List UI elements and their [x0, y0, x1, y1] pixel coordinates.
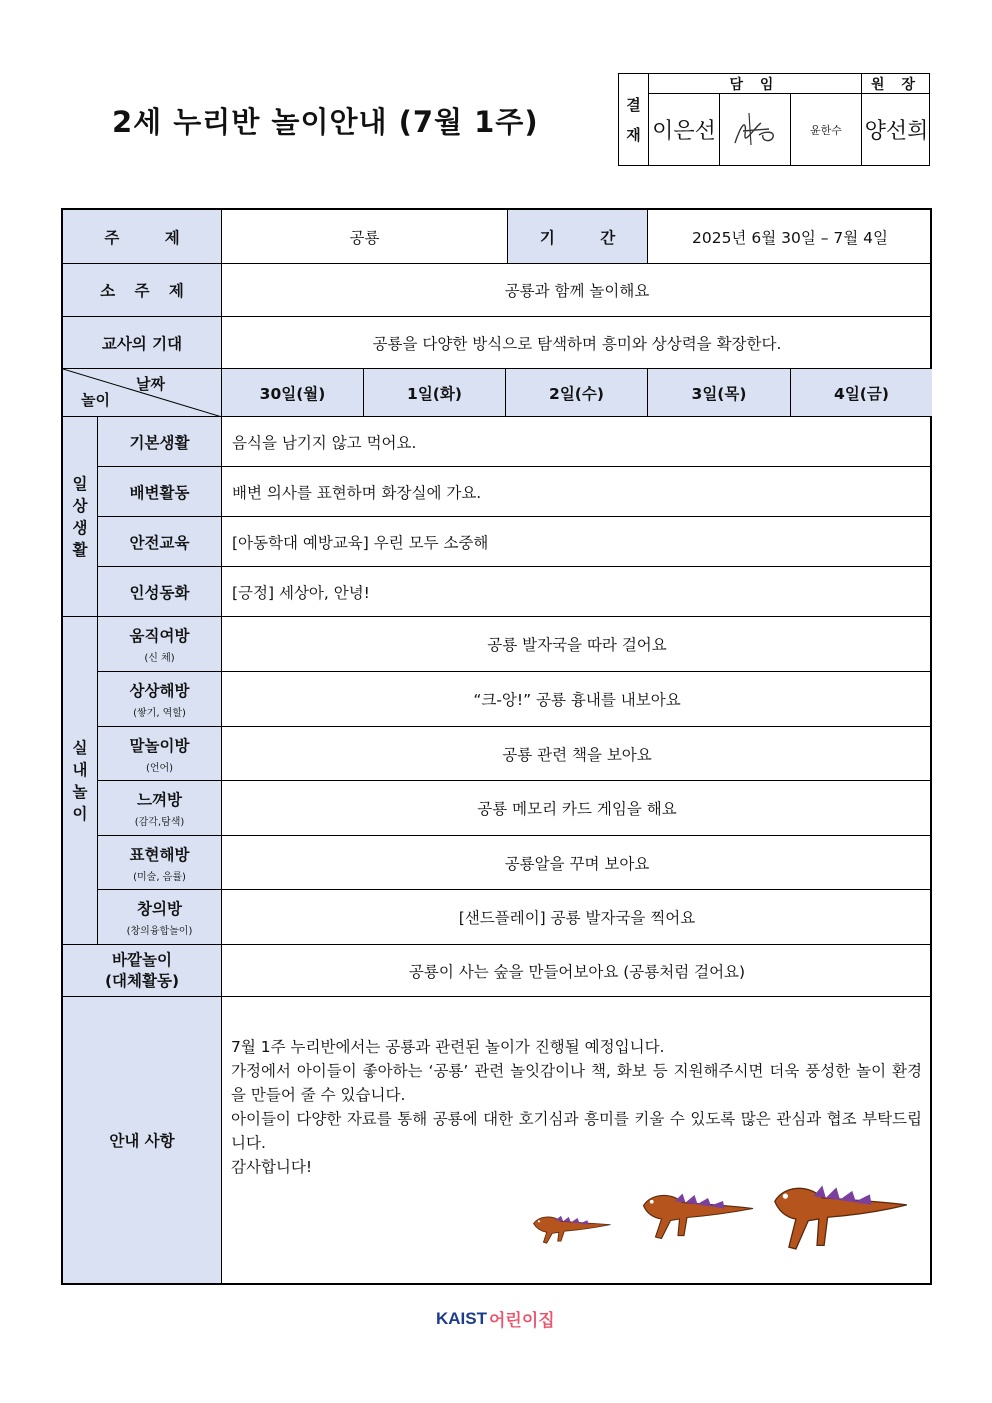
- dinosaur-small-icon: [534, 1216, 611, 1244]
- approval-box: [618, 73, 930, 166]
- notice-line: 7월 1주 누리반에서는 공룡과 관련된 놀이가 진행될 예정입니다.: [231, 1038, 665, 1056]
- notice-line: 감사합니다!: [231, 1158, 313, 1176]
- subtopic-value: 공룡과 함께 놀이해요: [222, 264, 932, 317]
- indoor-row-label: 상상해방 (쌓기, 역할): [98, 672, 222, 727]
- day-header: 3일(목): [648, 369, 791, 417]
- dinosaur-illustrations: [528, 1175, 908, 1270]
- dinosaur-medium-icon: [644, 1194, 754, 1239]
- indoor-row-label: 느껴방 (감각,탐색): [98, 781, 222, 836]
- signature-scribble-icon: [720, 94, 790, 165]
- indoor-play-group-label: 실 내 놀 이: [63, 617, 98, 945]
- indoor-row-text: 공룡 발자국을 따라 걸어요: [222, 617, 932, 672]
- kaist-daycare-logo: KAIST 어린이집: [436, 1308, 555, 1331]
- dinosaur-large-icon: [775, 1186, 907, 1249]
- daily-life-group-label: 일 상 생 활: [63, 417, 98, 617]
- outdoor-text: 공룡이 사는 숲을 만들어보아요 (공룡처럼 걸어요): [222, 945, 932, 997]
- expectation-value: 공룡을 다양한 방식으로 탐색하며 흥미와 상상력을 확장한다.: [222, 317, 932, 369]
- day-header: 30일(월): [222, 369, 364, 417]
- weekly-plan-table: [61, 208, 932, 1285]
- daily-row-text: [아동학대 예방교육] 우린 모두 소중해: [222, 517, 932, 567]
- day-header: 4일(금): [791, 369, 932, 417]
- indoor-row-text: 공룡알을 꾸며 보아요: [222, 836, 932, 890]
- indoor-row-text: 공룡 메모리 카드 게임을 해요: [222, 781, 932, 836]
- indoor-row-text: 공룡 관련 책을 보아요: [222, 727, 932, 781]
- daily-row-text: 배변 의사를 표현하며 화장실에 가요.: [222, 467, 932, 517]
- notice-line: 가정에서 아이들이 좋아하는 ‘공룡’ 관련 놀잇감이나 책, 화보 등 지원해주시면 더욱 풍성한 놀이 환경을 만들어 줄 수 있습니다.: [231, 1062, 922, 1104]
- notice-line: 아이들이 다양한 자료를 통해 공룡에 대한 호기심과 흥미를 키울 수 있도록 많은 관심과 협조 부탁드립니다.: [231, 1110, 922, 1152]
- day-header: 1일(화): [364, 369, 506, 417]
- expectation-label: 교사의 기대: [63, 317, 222, 369]
- indoor-row-label: 표현해방 (미술, 음률): [98, 836, 222, 890]
- period-label: 기 간: [508, 210, 648, 264]
- period-value: 2025년 6월 30일 – 7월 4일: [648, 210, 932, 264]
- indoor-row-label: 움직여방 (신 체): [98, 617, 222, 672]
- corner-play-label: 놀이: [81, 391, 110, 409]
- page-title: 2세 누리반 놀이안내 (7월 1주): [112, 105, 539, 139]
- notice-label: 안내 사항: [63, 997, 222, 1283]
- indoor-row-text: [샌드플레이] 공룡 발자국을 찍어요: [222, 890, 932, 945]
- subtopic-label: 소 주 제: [63, 264, 222, 317]
- day-header: 2일(수): [506, 369, 648, 417]
- topic-label: 주 제: [63, 210, 222, 264]
- daily-row-label: 배변활동: [98, 467, 222, 517]
- corner-cell: [63, 369, 222, 417]
- topic-value: 공룡: [222, 210, 508, 264]
- daily-row-text: 음식을 남기지 않고 먹어요.: [222, 417, 932, 467]
- outdoor-label: 바깥놀이 (대체활동): [63, 945, 222, 997]
- signature-vice: 윤한수: [810, 123, 842, 137]
- daily-row-label: 인성동화: [98, 567, 222, 617]
- daily-row-text: [긍정] 세상아, 안녕!: [222, 567, 932, 617]
- indoor-row-text: “크-앙!” 공룡 흉내를 내보아요: [222, 672, 932, 727]
- director-label: 원 장: [871, 76, 921, 93]
- signature-teacher: 이은선: [652, 119, 716, 144]
- head-teacher-label: 담 임: [729, 76, 780, 93]
- indoor-row-label: 말놀이방 (언어): [98, 727, 222, 781]
- corner-date-label: 날짜: [136, 375, 165, 393]
- signature-director: 양선희: [864, 119, 929, 144]
- indoor-row-label: 창의방 (창의융합놀이): [98, 890, 222, 945]
- daily-row-label: 안전교육: [98, 517, 222, 567]
- approval-side-label: 결 재: [626, 95, 641, 144]
- daily-row-label: 기본생활: [98, 417, 222, 467]
